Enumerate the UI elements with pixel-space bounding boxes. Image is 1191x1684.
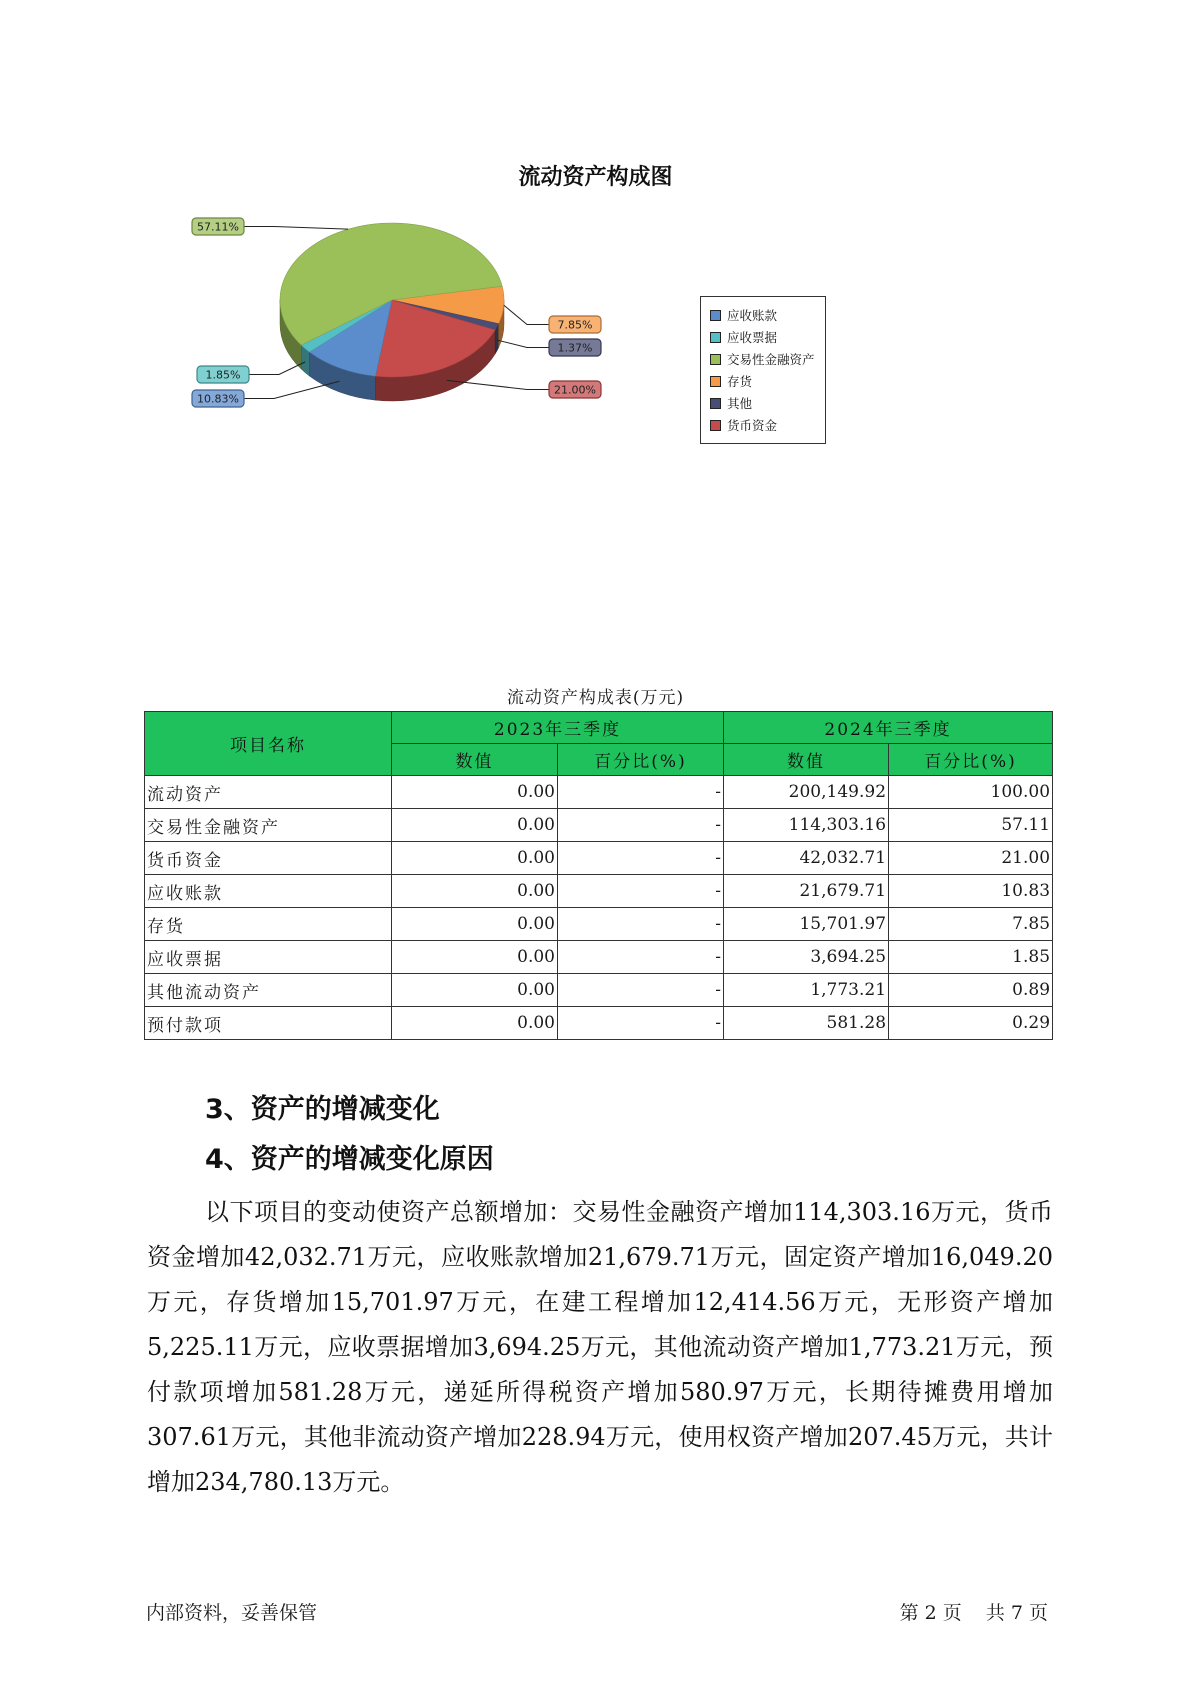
chart-legend xyxy=(700,296,826,444)
total-prefix: 共 xyxy=(985,1602,1005,1624)
cell-value-2023: 0.00 xyxy=(392,974,558,1007)
footer-page-number xyxy=(897,1598,1051,1625)
data-label: 57.11% xyxy=(197,220,239,234)
legend-swatch xyxy=(710,376,721,387)
page-current: 2 xyxy=(924,1602,937,1624)
label-leader-line xyxy=(244,227,348,230)
cell-percent-2023: - xyxy=(558,809,724,842)
page-prefix: 第 xyxy=(899,1602,919,1624)
legend-item xyxy=(710,415,825,437)
cell-percent-2023: - xyxy=(558,875,724,908)
data-label: 1.85% xyxy=(205,368,241,382)
total-unit: 页 xyxy=(1028,1602,1048,1624)
cell-item-name: 交易性金融资产 xyxy=(145,809,392,842)
header-percent: 百分比(%) xyxy=(558,744,724,776)
cell-item-name: 应收票据 xyxy=(145,941,392,974)
cell-value-2023: 0.00 xyxy=(392,875,558,908)
cell-value-2023: 0.00 xyxy=(392,809,558,842)
page-unit: 页 xyxy=(942,1602,962,1624)
cell-value-2023: 0.00 xyxy=(392,908,558,941)
cell-value-2024: 3,694.25 xyxy=(724,941,889,974)
cell-percent-2024: 0.29 xyxy=(889,1007,1053,1040)
cell-percent-2023: - xyxy=(558,842,724,875)
table-row xyxy=(145,842,1053,875)
cell-percent-2023: - xyxy=(558,1007,724,1040)
section-heading-4: 4、资产的增减变化原因 xyxy=(205,1144,494,1175)
table-row xyxy=(145,809,1053,842)
cell-percent-2024: 100.00 xyxy=(889,776,1053,809)
label-leader-line xyxy=(497,340,549,347)
current-assets-table xyxy=(144,711,1053,1040)
cell-percent-2023: - xyxy=(558,776,724,809)
cell-value-2024: 581.28 xyxy=(724,1007,889,1040)
label-leader-line xyxy=(447,380,549,389)
legend-label: 货币资金 xyxy=(727,418,778,433)
data-label: 1.37% xyxy=(557,341,593,355)
table-row xyxy=(145,941,1053,974)
cell-item-name: 预付款项 xyxy=(145,1007,392,1040)
data-label: 10.83% xyxy=(197,392,239,406)
legend-label: 交易性金融资产 xyxy=(727,352,815,367)
cell-percent-2023: - xyxy=(558,908,724,941)
legend-item xyxy=(710,349,825,371)
header-period-2024: 2024年三季度 xyxy=(724,712,1053,744)
table-row xyxy=(145,1007,1053,1040)
legend-label: 应收账款 xyxy=(727,308,778,323)
legend-label: 存货 xyxy=(727,374,753,389)
header-percent: 百分比(%) xyxy=(889,744,1053,776)
cell-percent-2024: 7.85 xyxy=(889,908,1053,941)
table-row xyxy=(145,776,1053,809)
body-paragraph: 以下项目的变动使资产总额增加：交易性金融资产增加114,303.16万元，货币资金增加42,032.71万元，应收账款增加21,679.71万元，固定资产增加16,049.20万元，存货增加15,701.97万元，在建工程增加12,414.56万元，无形资产增加5,225.11万元，应收票据增加3,694.25万元，其他流动资产增加1,773.21万元，预付款项增加581.28万元，递延所得税资产增加580.97万元，长期待摊费用增加307.61万元，其他非流动资产增加228.94万元，使用权资产增加207.45万元，共计增加234,780.13万元。 xyxy=(147,1198,1053,1496)
legend-swatch xyxy=(710,398,721,409)
legend-item xyxy=(710,393,825,415)
cell-value-2023: 0.00 xyxy=(392,1007,558,1040)
legend-swatch xyxy=(710,310,721,321)
legend-label: 其他 xyxy=(727,396,753,411)
table-row xyxy=(145,908,1053,941)
table-row xyxy=(145,974,1053,1007)
cell-value-2024: 200,149.92 xyxy=(724,776,889,809)
cell-value-2024: 15,701.97 xyxy=(724,908,889,941)
cell-percent-2024: 1.85 xyxy=(889,941,1053,974)
legend-item xyxy=(710,327,825,349)
header-item-name: 项目名称 xyxy=(145,712,392,776)
page-total: 7 xyxy=(1010,1602,1023,1624)
header-value: 数值 xyxy=(392,744,558,776)
cell-value-2024: 21,679.71 xyxy=(724,875,889,908)
header-value: 数值 xyxy=(724,744,889,776)
legend-item xyxy=(710,371,825,393)
data-label: 21.00% xyxy=(554,383,596,397)
legend-label: 应收票据 xyxy=(727,330,778,345)
footer-confidential-note: 内部资料，妥善保管 xyxy=(146,1602,318,1624)
cell-percent-2024: 10.83 xyxy=(889,875,1053,908)
label-leader-line xyxy=(504,305,549,324)
legend-swatch xyxy=(710,332,721,343)
cell-value-2023: 0.00 xyxy=(392,842,558,875)
legend-swatch xyxy=(710,420,721,431)
cell-item-name: 存货 xyxy=(145,908,392,941)
cell-item-name: 流动资产 xyxy=(145,776,392,809)
cell-item-name: 其他流动资产 xyxy=(145,974,392,1007)
cell-percent-2023: - xyxy=(558,941,724,974)
cell-item-name: 货币资金 xyxy=(145,842,392,875)
cell-value-2023: 0.00 xyxy=(392,941,558,974)
table-caption: 流动资产构成表(万元) xyxy=(506,688,685,708)
table-header-row xyxy=(145,712,1053,744)
cell-percent-2024: 57.11 xyxy=(889,809,1053,842)
chart-title: 流动资产构成图 xyxy=(518,165,673,190)
section-heading-3: 3、资产的增减变化 xyxy=(205,1094,440,1125)
cell-percent-2024: 21.00 xyxy=(889,842,1053,875)
cell-percent-2024: 0.89 xyxy=(889,974,1053,1007)
cell-value-2024: 1,773.21 xyxy=(724,974,889,1007)
legend-swatch xyxy=(710,354,721,365)
cell-value-2024: 42,032.71 xyxy=(724,842,889,875)
cell-value-2023: 0.00 xyxy=(392,776,558,809)
cell-percent-2023: - xyxy=(558,974,724,1007)
header-period-2023: 2023年三季度 xyxy=(392,712,724,744)
data-label: 7.85% xyxy=(557,318,593,332)
cell-item-name: 应收账款 xyxy=(145,875,392,908)
table-row xyxy=(145,875,1053,908)
legend-item xyxy=(710,305,825,327)
cell-value-2024: 114,303.16 xyxy=(724,809,889,842)
